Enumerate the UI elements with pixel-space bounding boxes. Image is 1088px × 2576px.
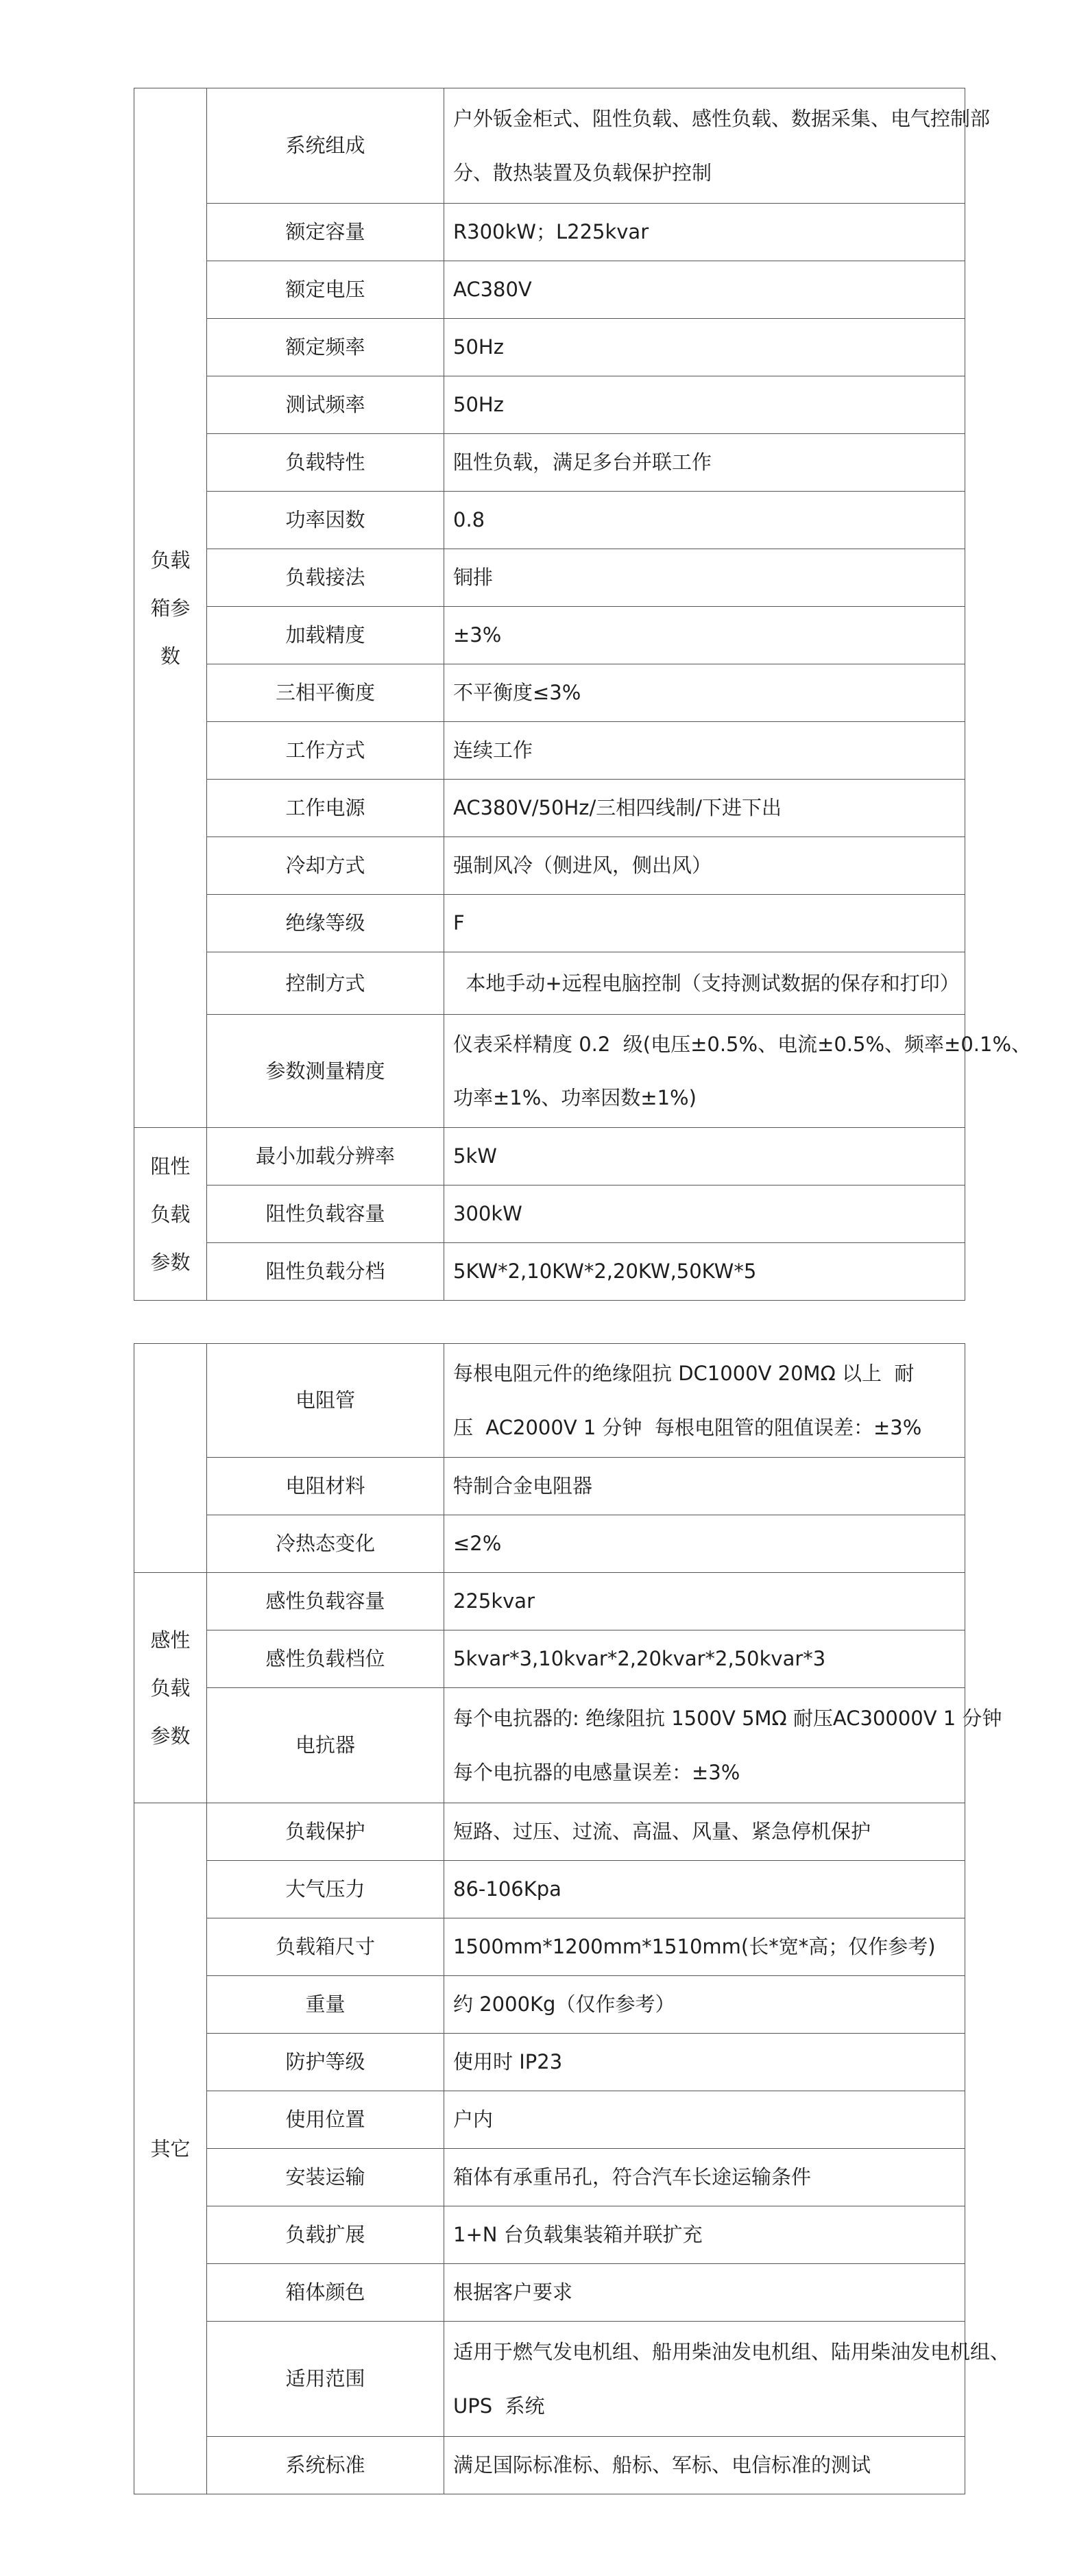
param-name: 系统标准 <box>285 2453 365 2477</box>
param-name-cell <box>207 2149 444 2206</box>
param-name: 电抗器 <box>295 1733 355 1757</box>
param-value-line: 功率±1%、功率因数±1%) <box>453 1086 697 1109</box>
table-row <box>134 1128 965 1185</box>
param-name-cell <box>207 376 444 434</box>
group-label: 阻性负载参数 <box>150 1154 191 1274</box>
param-name-cell <box>207 1803 444 1861</box>
param-name-cell <box>207 2091 444 2149</box>
param-value-line: ±3% <box>453 623 502 647</box>
param-value-cell <box>444 2437 965 2494</box>
param-value-line: 强制风冷（侧进风，侧出风） <box>453 854 712 878</box>
table-row <box>134 1515 965 1573</box>
table-row <box>134 2437 965 2494</box>
param-value-line: 1500mm*1200mm*1510mm(长*宽*高；仅作参考) <box>453 1935 936 1959</box>
group-label-cell <box>134 1344 207 1573</box>
param-name: 负载扩展 <box>285 2223 365 2247</box>
param-value-line: 连续工作 <box>453 738 533 762</box>
param-value-cell <box>444 1976 965 2034</box>
param-name-cell <box>207 1573 444 1630</box>
table-row <box>134 1458 965 1515</box>
param-value-line: 压 AC2000V 1 分钟 每根电阻管的阻值误差：±3% <box>453 1415 922 1439</box>
param-value-line: 仪表采样精度 0.2 级(电压±0.5%、电流±0.5%、频率±0.1%、 <box>453 1032 1032 1056</box>
group-label-cell <box>134 1573 207 1803</box>
param-value-line: 使用时 IP23 <box>453 2050 563 2074</box>
param-name-cell <box>207 780 444 837</box>
table-row <box>134 434 965 492</box>
group-label-cell <box>134 1803 207 2494</box>
param-name-cell <box>207 1243 444 1301</box>
param-value-cell <box>444 261 965 319</box>
param-value-cell <box>444 1458 965 1515</box>
param-value-line: 50Hz <box>453 335 504 359</box>
param-name-cell <box>207 434 444 492</box>
table-row <box>134 1015 965 1128</box>
param-value-cell <box>444 2206 965 2264</box>
param-name: 电阻管 <box>295 1388 355 1412</box>
param-value-cell <box>444 1128 965 1185</box>
param-name: 额定容量 <box>285 220 365 244</box>
param-name-cell <box>207 607 444 664</box>
param-value-cell <box>444 780 965 837</box>
param-name-cell <box>207 549 444 607</box>
param-name-cell <box>207 2264 444 2322</box>
table-row <box>134 780 965 837</box>
param-value-line: 5kW <box>453 1144 497 1168</box>
param-value-cell <box>444 204 965 261</box>
table-row <box>134 2034 965 2091</box>
param-value-line: F <box>453 911 465 935</box>
param-value-line: 5kvar*3,10kvar*2,20kvar*2,50kvar*3 <box>453 1647 826 1671</box>
group-label: 感性负载参数 <box>150 1628 191 1748</box>
param-value-cell <box>444 88 991 204</box>
table-row <box>134 1976 965 2034</box>
param-value-line: 每个电抗器的电感量误差：±3% <box>453 1760 740 1784</box>
param-name: 负载保护 <box>285 1820 365 1844</box>
param-name-cell <box>207 261 444 319</box>
param-name-cell <box>207 722 444 780</box>
table-row <box>134 1573 965 1630</box>
param-value-line: 分、散热装置及负载保护控制 <box>453 160 712 184</box>
param-value-cell <box>444 837 965 895</box>
table-row <box>134 1243 965 1301</box>
param-name-cell <box>207 952 444 1015</box>
param-value-cell <box>444 2034 965 2091</box>
param-name-cell <box>207 837 444 895</box>
param-value-cell <box>444 895 965 952</box>
param-value-line: 0.8 <box>453 508 485 532</box>
param-value-line: AC380V/50Hz/三相四线制/下进下出 <box>453 796 782 820</box>
table-row <box>134 2091 965 2149</box>
param-value-line: 特制合金电阻器 <box>453 1474 593 1498</box>
param-value-cell <box>444 607 965 664</box>
param-value-line: 50Hz <box>453 393 504 417</box>
table-row <box>134 2264 965 2322</box>
param-name-cell <box>207 2437 444 2494</box>
param-name-cell <box>207 1688 444 1803</box>
param-name: 重量 <box>305 1993 346 2017</box>
table-row <box>134 952 965 1015</box>
table-row <box>134 88 965 204</box>
param-name: 感性负载容量 <box>265 1589 385 1613</box>
param-name-cell <box>207 1128 444 1185</box>
param-value-cell <box>444 319 965 376</box>
param-value-line: 箱体有承重吊孔，符合汽车长途运输条件 <box>453 2165 812 2189</box>
param-name-cell <box>207 1185 444 1243</box>
table-row <box>134 549 965 607</box>
param-value-line: AC380V <box>453 278 532 302</box>
param-value-cell <box>444 376 965 434</box>
param-value-cell <box>444 492 965 549</box>
table-row <box>134 1918 965 1976</box>
param-value-cell <box>444 2322 1011 2437</box>
param-name: 负载特性 <box>285 450 365 474</box>
table-row <box>134 1803 965 1861</box>
param-name: 参数测量精度 <box>265 1059 385 1083</box>
param-name-cell <box>207 664 444 722</box>
param-value-cell <box>444 1243 965 1301</box>
param-value-cell <box>444 1515 965 1573</box>
load-box-spec-table-2 <box>134 1343 1011 2494</box>
table-row <box>134 2206 965 2264</box>
param-name: 加载精度 <box>285 623 365 647</box>
table-row <box>134 1630 965 1688</box>
param-name: 阻性负载分档 <box>265 1260 385 1284</box>
table-row <box>134 1688 965 1803</box>
param-name: 适用范围 <box>285 2367 365 2391</box>
param-name: 三相平衡度 <box>275 681 375 705</box>
param-value-line: ≤2% <box>453 1532 502 1556</box>
param-name: 安装运输 <box>285 2165 365 2189</box>
param-name: 冷热态变化 <box>275 1532 375 1556</box>
param-name: 功率因数 <box>285 508 365 532</box>
param-value-line: 适用于燃气发电机组、船用柴油发电机组、陆用柴油发电机组、 <box>453 2340 1011 2364</box>
param-name: 测试频率 <box>285 393 365 417</box>
param-value-cell <box>444 2264 965 2322</box>
param-value-line: UPS 系统 <box>453 2394 545 2418</box>
param-name-cell <box>207 1630 444 1688</box>
load-box-spec-table-1 <box>134 88 1032 1301</box>
param-value-cell <box>444 434 965 492</box>
table-row <box>134 722 965 780</box>
param-name-cell <box>207 2322 444 2437</box>
param-name: 绝缘等级 <box>285 911 365 935</box>
param-name-cell <box>207 1861 444 1918</box>
param-name: 负载接法 <box>285 566 365 590</box>
table-row <box>134 895 965 952</box>
table-row <box>134 376 965 434</box>
param-value-cell <box>444 1344 965 1458</box>
param-name: 使用位置 <box>285 2108 365 2132</box>
table-row <box>134 204 965 261</box>
param-name: 系统组成 <box>285 134 365 158</box>
table-row <box>134 837 965 895</box>
param-name: 工作方式 <box>285 738 365 762</box>
param-value-line: 约 2000Kg（仅作参考） <box>453 1993 675 2017</box>
param-value-line: 1+N 台负载集装箱并联扩充 <box>453 2223 703 2247</box>
table-row <box>134 664 965 722</box>
param-name: 负载箱尺寸 <box>275 1935 375 1959</box>
param-name-cell <box>207 1918 444 1976</box>
table-row <box>134 1861 965 1918</box>
param-value-line: 根据客户要求 <box>453 2280 573 2304</box>
table-row <box>134 2322 965 2437</box>
param-name-cell <box>207 1015 444 1128</box>
param-value-line: 阻性负载，满足多台并联工作 <box>453 450 712 474</box>
param-value-line: R300kW；L225kvar <box>453 220 649 244</box>
table-row <box>134 261 965 319</box>
param-value-line: 户外钣金柜式、阻性负载、感性负载、数据采集、电气控制部 <box>453 107 991 131</box>
param-name-cell <box>207 1344 444 1458</box>
param-name: 最小加载分辨率 <box>255 1144 395 1168</box>
param-name-cell <box>207 1515 444 1573</box>
param-name: 控制方式 <box>285 971 365 995</box>
param-value-line: 5KW*2,10KW*2,20KW,50KW*5 <box>453 1260 757 1284</box>
param-name: 感性负载档位 <box>265 1647 385 1671</box>
param-value-cell <box>444 1630 965 1688</box>
param-value-cell <box>444 2149 965 2206</box>
group-label-cell <box>134 1128 207 1301</box>
param-name: 防护等级 <box>285 2050 365 2074</box>
param-value-line: 每根电阻元件的绝缘阻抗 DC1000V 20MΩ 以上 耐 <box>453 1362 915 1386</box>
param-value-line: 300kW <box>453 1202 522 1226</box>
param-value-cell <box>444 1861 965 1918</box>
table-row <box>134 607 965 664</box>
param-name: 箱体颜色 <box>285 2280 365 2304</box>
param-value-cell <box>444 1803 965 1861</box>
param-value-line: 225kvar <box>453 1589 535 1613</box>
param-name: 电阻材料 <box>285 1474 365 1498</box>
param-value-cell <box>444 1015 1032 1128</box>
param-name: 大气压力 <box>285 1877 365 1901</box>
param-value-line: 短路、过压、过流、高温、风量、紧急停机保护 <box>453 1820 871 1844</box>
param-value-line: 满足国际标准标、船标、军标、电信标准的测试 <box>453 2453 871 2477</box>
param-value-line: 不平衡度≤3% <box>453 681 581 705</box>
param-name-cell <box>207 895 444 952</box>
param-value-line: 户内 <box>453 2108 494 2132</box>
param-value-cell <box>444 2091 965 2149</box>
table-row <box>134 1344 965 1458</box>
param-value-cell <box>444 722 965 780</box>
param-value-cell <box>444 1688 1002 1803</box>
group-label: 其它 <box>150 2136 191 2160</box>
table-row <box>134 2149 965 2206</box>
table-row <box>134 319 965 376</box>
table-row <box>134 1185 965 1243</box>
param-value-cell <box>444 1573 965 1630</box>
param-name: 额定电压 <box>285 278 365 302</box>
param-name-cell <box>207 1976 444 2034</box>
param-name-cell <box>207 204 444 261</box>
param-value-cell <box>444 549 965 607</box>
group-label: 负载箱参数 <box>150 548 191 668</box>
param-value-cell <box>444 1185 965 1243</box>
param-name-cell <box>207 319 444 376</box>
param-name: 阻性负载容量 <box>265 1202 385 1226</box>
param-value-cell <box>444 1918 965 1976</box>
param-value-line: 铜排 <box>453 566 494 590</box>
param-name-cell <box>207 2206 444 2264</box>
param-value-line: 每个电抗器的: 绝缘阻抗 1500V 5MΩ 耐压AC30000V 1 分钟 <box>453 1707 1002 1731</box>
group-label-cell <box>134 88 207 1128</box>
param-name-cell <box>207 1458 444 1515</box>
param-name: 额定频率 <box>285 335 365 359</box>
param-name-cell <box>207 88 444 204</box>
param-name: 冷却方式 <box>285 854 365 878</box>
param-value-line: 86-106Kpa <box>453 1877 561 1901</box>
param-name-cell <box>207 492 444 549</box>
param-name: 工作电源 <box>285 796 365 820</box>
param-value-cell <box>444 952 965 1015</box>
param-value-line: 本地手动+远程电脑控制（支持测试数据的保存和打印） <box>453 971 960 995</box>
table-row <box>134 492 965 549</box>
param-name-cell <box>207 2034 444 2091</box>
param-value-cell <box>444 664 965 722</box>
